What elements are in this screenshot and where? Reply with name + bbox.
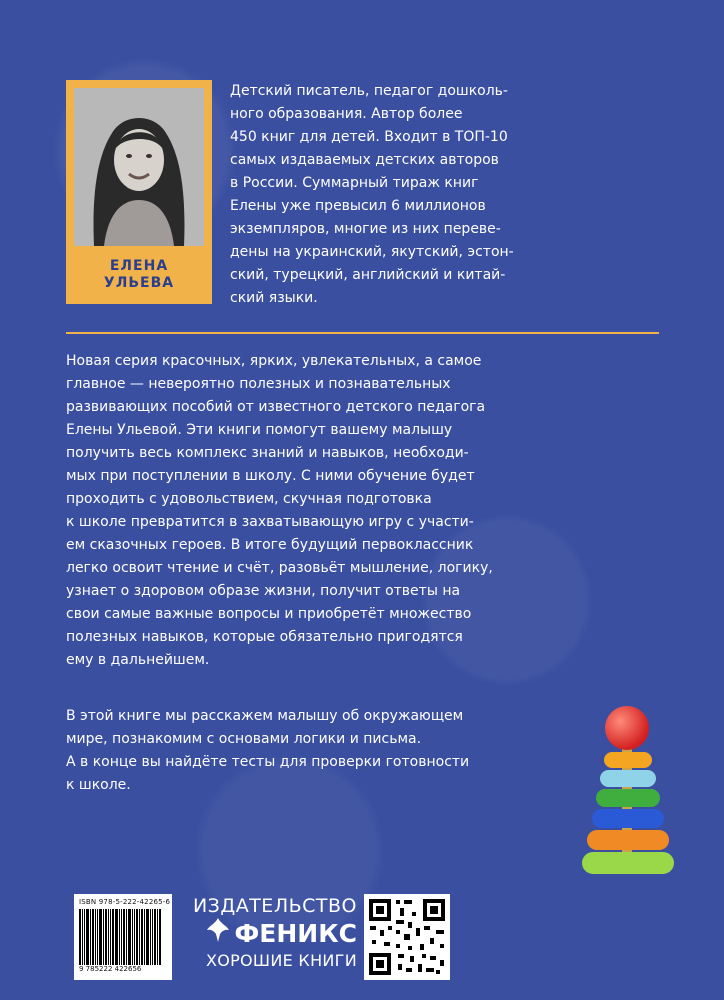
bio-line: самых издаваемых детских авторов: [230, 152, 499, 168]
author-first-name: ЕЛЕНА: [109, 258, 169, 274]
barcode-number: 9 785222 422656: [79, 965, 142, 973]
bio-line: Детский писатель, педагог дошколь-: [230, 83, 508, 99]
barcode-bars: [79, 909, 167, 965]
section-divider: [66, 332, 659, 334]
bio-line: ский языки.: [230, 290, 318, 306]
stacking-toy-icon: [578, 700, 678, 880]
publisher-slogan: ХОРОШИЕ КНИГИ: [205, 951, 357, 970]
series-line: мых при поступлении в школу. С ними обучение будет: [66, 468, 475, 484]
author-photo: [74, 88, 204, 246]
qr-code: [364, 894, 450, 980]
bio-line: экземпляров, многие из них переве-: [230, 221, 501, 237]
series-description: [66, 350, 536, 672]
bio-line: Елены уже превысил 6 миллионов: [230, 198, 486, 214]
bio-line: 450 книг для детей. Входит в ТОП-10: [230, 129, 508, 145]
series-line: Елены Ульевой. Эти книги помогут вашему малышу: [66, 422, 453, 438]
series-line: главное — невероятно полезных и познавательных: [66, 376, 451, 392]
author-bio: [230, 80, 560, 310]
book-description: [66, 705, 536, 797]
bio-line: ного образования. Автор более: [230, 106, 463, 122]
series-line: узнает о здоровом образе жизни, получит ответы на: [66, 583, 461, 599]
series-line: развивающих пособий от известного детского педагога: [66, 399, 486, 415]
author-name: [74, 258, 204, 292]
phoenix-icon: [207, 918, 229, 950]
series-line: получить весь комплекс знаний и навыков, необходи-: [66, 445, 469, 461]
bio-line: дены на украинский, якутский, эстон-: [230, 244, 514, 260]
series-line: легко освоит чтение и счёт, разовьёт мышление, логику,: [66, 560, 493, 576]
book-line: А в конце вы найдёте тесты для проверки готовности: [66, 754, 470, 770]
series-line: свои самые важные вопросы и приобретёт множество: [66, 606, 472, 622]
publisher-brand-text: ФЕНИКС: [234, 919, 357, 948]
book-line: к школе.: [66, 777, 131, 793]
author-last-name: УЛЬЕВА: [103, 275, 175, 291]
series-line: полезных навыков, которые обязательно пригодятся: [66, 629, 463, 645]
book-line: мире, познакомим с основами логики и письма.: [66, 731, 422, 747]
publisher-label: ИЗДАТЕЛЬСТВО: [192, 895, 357, 917]
book-line: В этой книге мы расскажем малышу об окружающем: [66, 708, 464, 724]
series-line: к школе превратится в захватывающую игру с участи-: [66, 514, 474, 530]
series-line: проходить с удовольствием, скучная подготовка: [66, 491, 432, 507]
stacking-toy-illustration: [578, 700, 678, 880]
bio-line: ский, турецкий, английский и китай-: [230, 267, 506, 283]
series-line: Новая серия красочных, ярких, увлекательных, а самое: [66, 353, 482, 369]
publisher-brand: [182, 918, 357, 950]
barcode: [74, 894, 172, 980]
publisher-logo: [182, 894, 357, 972]
series-line: ем сказочных героев. В итоге будущий первоклассник: [66, 537, 474, 553]
author-card: [66, 80, 212, 304]
bio-line: в России. Суммарный тираж книг: [230, 175, 479, 191]
isbn-text: ISBN 978-5-222-42265-6: [79, 898, 171, 906]
series-line: ему в дальнейшем.: [66, 652, 210, 668]
